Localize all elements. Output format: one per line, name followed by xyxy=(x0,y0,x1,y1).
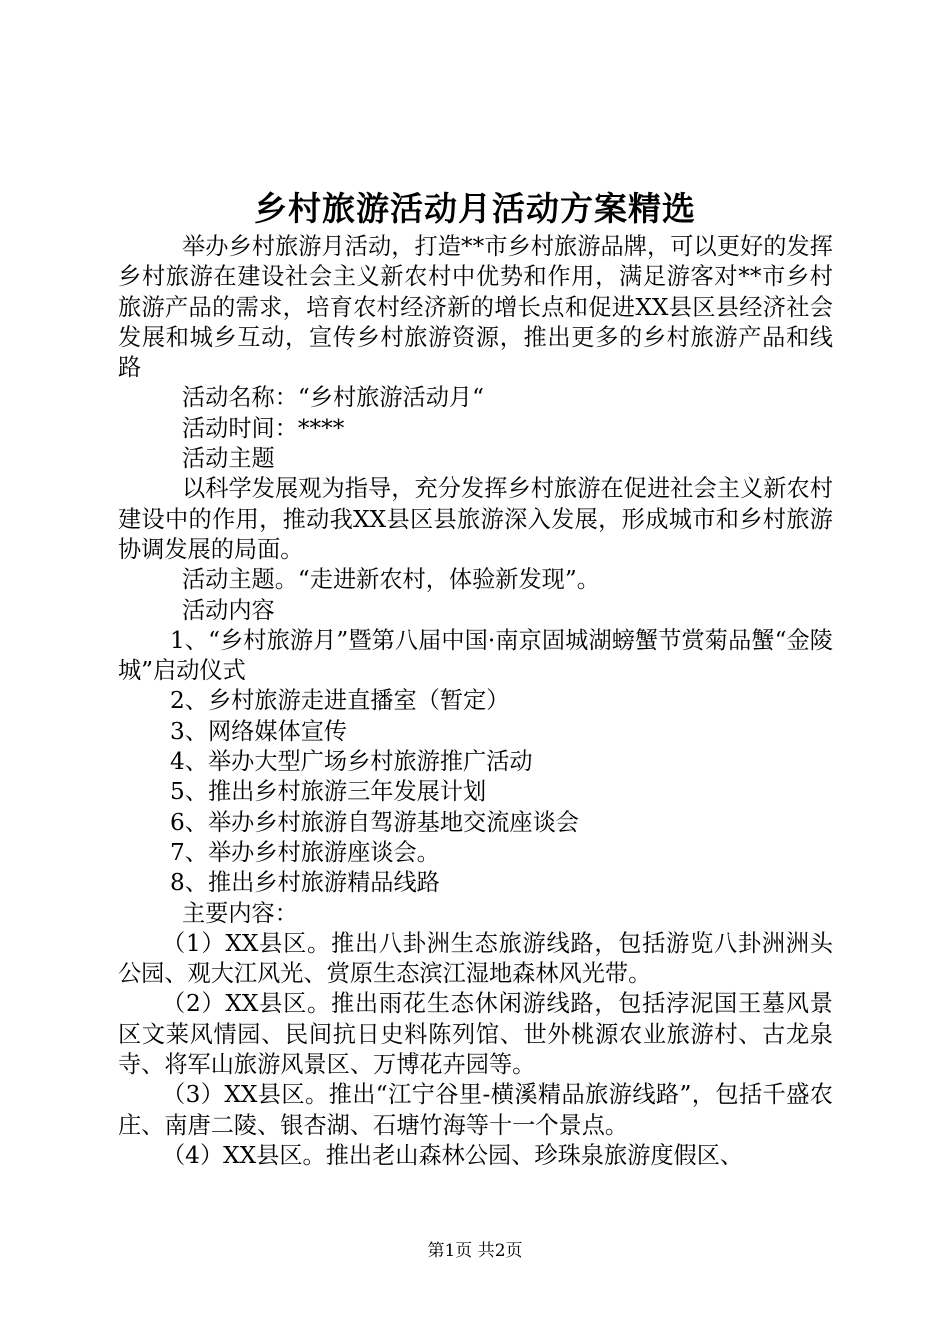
list-item-7: 7、举办乡村旅游座谈会。 xyxy=(170,838,440,866)
paragraph-activity-name: 活动名称：“乡村旅游活动月“ xyxy=(182,384,484,412)
route-item-4: （4）XX县区。推出老山森林公园、珍珠泉旅游度假区、 xyxy=(162,1141,744,1169)
list-item-1: 1、“乡村旅游月”暨第八届中国·南京固城湖螃蟹节赏菊品蟹“金陵城”启动仪式 xyxy=(118,626,833,685)
route-item-2: （2）XX县区。推出雨花生态休闲游线路，包括浡泥国王墓风景区文莱风情园、民间抗日史料陈列馆、世外桃源农业旅游村、古龙泉寺、将军山旅游风景区、万博花卉园等。 xyxy=(118,990,833,1079)
heading-activity-content: 活动内容 xyxy=(182,596,275,624)
list-item-3: 3、网络媒体宣传 xyxy=(170,717,348,745)
list-item-5: 5、推出乡村旅游三年发展计划 xyxy=(170,778,487,806)
heading-activity-theme: 活动主题 xyxy=(182,445,275,473)
list-item-8: 8、推出乡村旅游精品线路 xyxy=(170,869,440,897)
route-item-1: （1）XX县区。推出八卦洲生态旅游线路，包括游览八卦洲洲头公园、观大江风光、赏原生态滨江湿地森林风光带。 xyxy=(118,929,833,988)
document-title: 乡村旅游活动月活动方案精选 xyxy=(254,189,696,228)
paragraph-theme-guideline: 以科学发展观为指导，充分发挥乡村旅游在促进社会主义新农村建设中的作用，推动我XX县区县旅游深入发展，形成城市和乡村旅游协调发展的局面。 xyxy=(118,475,833,563)
route-item-3: （3）XX县区。推出“江宁谷里-横溪精品旅游线路”，包括千盛农庄、南唐二陵、银杏湖、石塘竹海等十一个景点。 xyxy=(118,1081,833,1139)
paragraph-activity-time: 活动时间：**** xyxy=(182,414,345,442)
heading-main-content: 主要内容： xyxy=(182,899,298,927)
page-footer: 第1页 共2页 xyxy=(427,1241,523,1261)
list-item-4: 4、举办大型广场乡村旅游推广活动 xyxy=(170,748,533,776)
list-item-6: 6、举办乡村旅游自驾游基地交流座谈会 xyxy=(170,808,579,836)
document-body xyxy=(118,232,833,1171)
paragraph-intro: 举办乡村旅游月活动，打造**市乡村旅游品牌，可以更好的发挥乡村旅游在建设社会主义新农村中优势和作用，满足游客对**市乡村旅游产品的需求，培育农村经济新的增长点和促进XX县区县经济社会发展和城乡互动，宣传乡村旅游资源，推出更多的乡村旅游产品和线路 xyxy=(118,233,833,382)
paragraph-theme-slogan: 活动主题。“走进新农村，体验新发现”。 xyxy=(182,566,600,594)
list-item-2: 2、乡村旅游走进直播室（暂定） xyxy=(170,687,510,715)
